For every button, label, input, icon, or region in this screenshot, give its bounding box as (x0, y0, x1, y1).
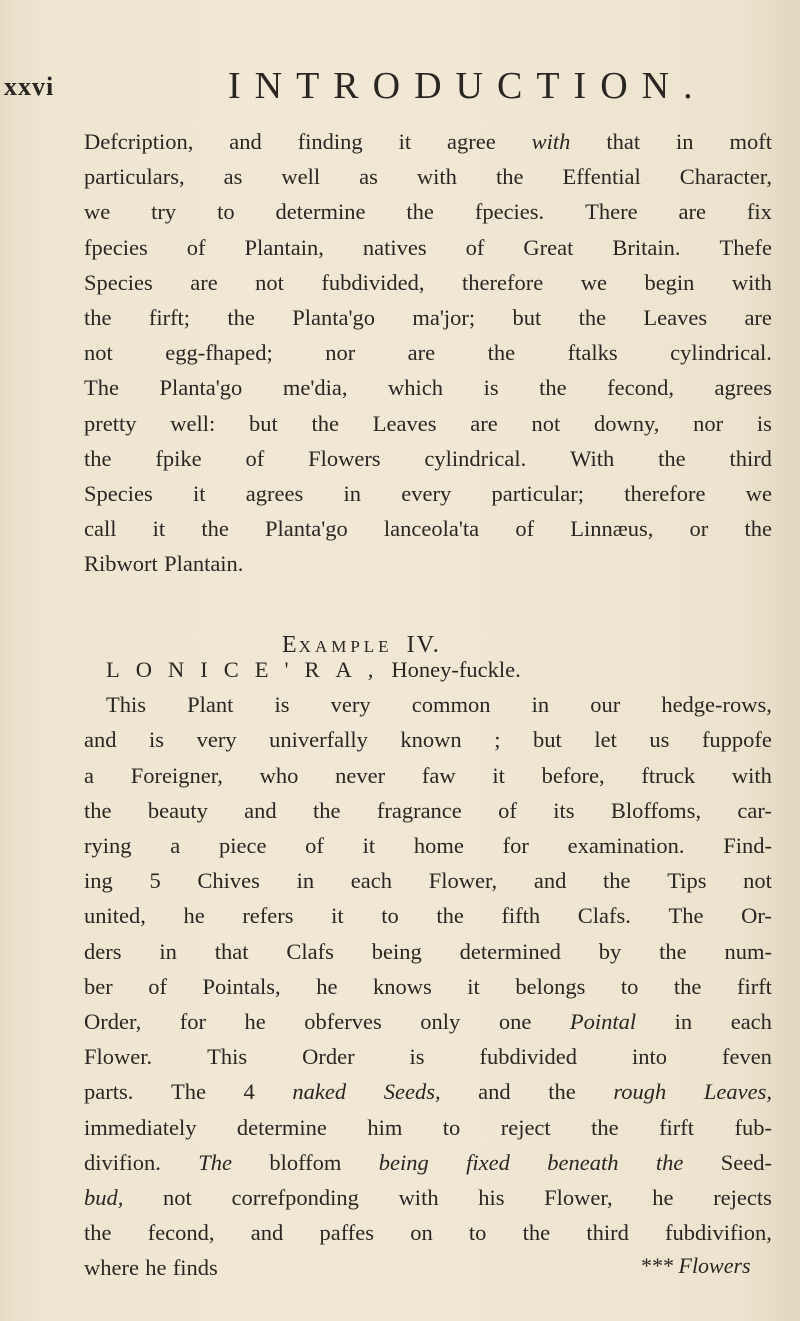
text-line: the fpike of Flowers cylindrical. With the third (84, 445, 772, 471)
text-line: ders in that Clafs being determined by the num- (84, 938, 772, 964)
paragraph-1 (84, 124, 772, 582)
text-line: parts. The 4 naked Seeds, and the rough Leaves, (84, 1079, 772, 1105)
text-line: united, he refers it to the fifth Clafs. The Or- (84, 903, 772, 929)
catchword: *** Flowers (640, 1253, 751, 1278)
text-line: Species are not fubdivided, therefore we begin with (84, 269, 772, 295)
text-line: immediately determine him to reject the firft fub- (84, 1114, 772, 1140)
text-line: the firft; the Planta'go ma'jor; but the Leaves are (84, 305, 772, 331)
body-text (84, 124, 772, 1286)
text-line: the fecond, and paffes on to the third fubdivifion, (84, 1220, 772, 1246)
running-title: INTRODUCTION. (228, 65, 707, 107)
text-line: fpecies of Plantain, natives of Great Britain. Thefe (84, 234, 772, 260)
page-header (0, 58, 800, 118)
text-line: Defcription, and finding it agree with that in moft (84, 129, 772, 154)
text-line: Species it agrees in every particular; therefore we (84, 481, 772, 507)
text-line: and is very univerfally known ; but let us fuppofe (84, 727, 772, 753)
common-name: Honey-fuckle. (391, 657, 521, 683)
text-line: ing 5 Chives in each Flower, and the Tips not (84, 868, 772, 894)
example-word-rest: XAMPLE (298, 637, 393, 656)
text-line: The Planta'go me'dia, which is the fecond, agrees (84, 375, 772, 401)
text-line: This Plant is very common in our hedge-rows, (106, 692, 772, 718)
example-heading (282, 632, 441, 659)
text-line: Ribwort Plantain. (84, 551, 244, 577)
paragraph-2 (84, 687, 772, 1285)
text-line: particulars, as well as with the Effential Character, (84, 164, 772, 190)
text-line: we try to determine the fpecies. There are fix (84, 199, 772, 225)
text-line: bud, not correfponding with his Flower, he rejects (84, 1185, 772, 1211)
text-line: call it the Planta'go lanceola'ta of Linnæus, or the (84, 516, 772, 542)
text-line: not egg-fhaped; nor are the ftalks cylindrical. (84, 340, 772, 366)
genus-name: LONICE'RA, (106, 657, 390, 683)
text-line: Flower. This Order is fubdivided into feven (84, 1044, 772, 1070)
text-line: rying a piece of it home for examination. Find- (84, 833, 772, 859)
example-first-letter: E (282, 632, 299, 658)
text-line: ber of Pointals, he knows it belongs to the firft (84, 973, 772, 999)
text-line: the beauty and the fragrance of its Bloffoms, car- (84, 797, 772, 823)
page-number: xxvi (4, 72, 55, 101)
example-number: IV. (406, 632, 441, 658)
text-line: where he finds (84, 1255, 218, 1281)
text-line: a Foreigner, who never faw it before, ftruck with (84, 762, 772, 788)
text-line: Order, for he obferves only one Pointal in each (84, 1009, 772, 1035)
text-line: divifion. The bloffom being fixed beneath the Seed- (84, 1149, 772, 1175)
text-line: pretty well: but the Leaves are not downy, nor is (84, 410, 772, 436)
